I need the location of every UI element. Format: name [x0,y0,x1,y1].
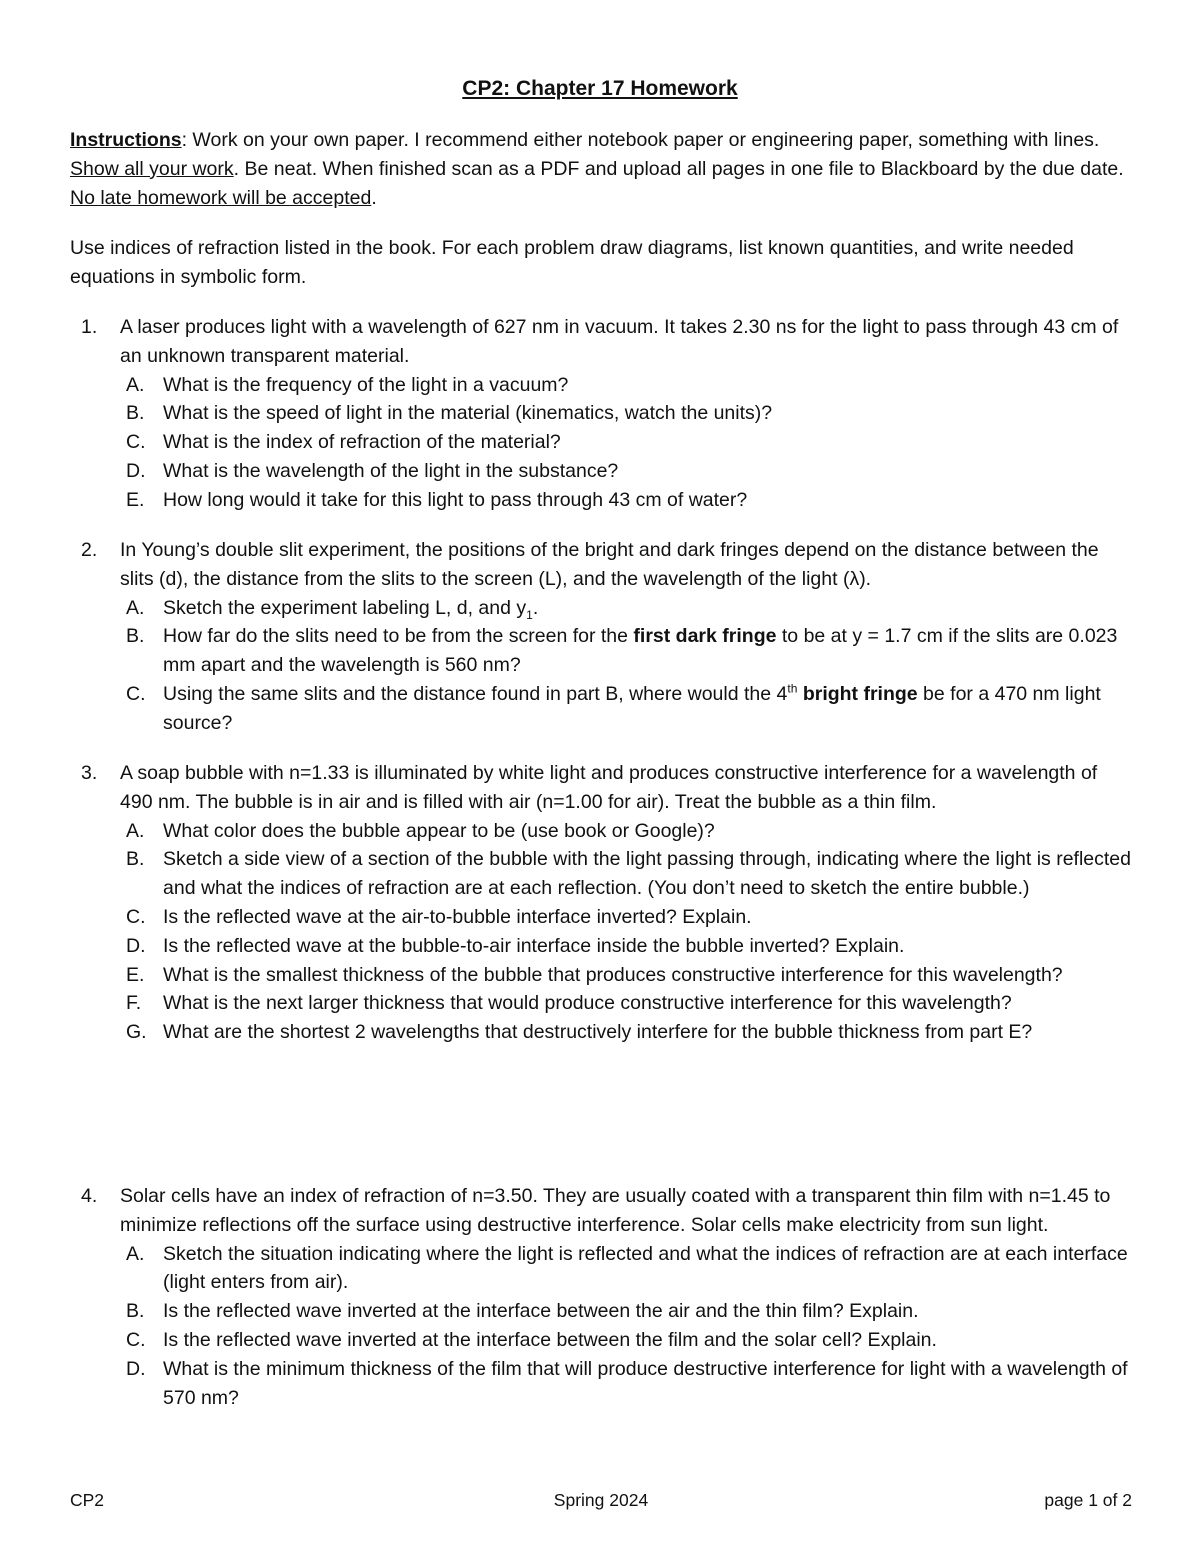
footer-page-number: page 1 of 2 [1044,1490,1132,1510]
question-part [70,961,1135,990]
question-part [70,1240,1135,1298]
question-part [70,371,1135,400]
question-number: 1. [81,316,98,338]
question-text: A laser produces light with a wavelength of 627 nm in vacuum. It takes 2.30 ns for the light to pass through 43 cm of an unknown transparent material. [120,316,1119,367]
question-part [70,1355,1135,1413]
instructions-text-1: Work on your own paper. I recommend either notebook paper or engineering paper, something with lines. [187,129,1100,151]
part-letter: C. [126,431,146,454]
part-letter: B. [126,1300,145,1323]
part-letter: B. [126,625,145,648]
question-text: In Young’s double slit experiment, the positions of the bright and dark fringes depend on the distance between the slits (d), the distance from the slits to the screen (L), and the wavelength of the light (λ). [120,539,1099,590]
question-part [70,680,1135,738]
question-2 [70,536,1135,738]
part-text: Using the same slits and the distance found in part B, where would the 4 [163,682,788,705]
subscript: 1 [526,607,533,622]
question-4 [70,1182,1135,1412]
part-letter: C. [126,682,146,705]
part-text: Is the reflected wave inverted at the interface between the film and the solar cell? Explain. [163,1328,937,1351]
question-number: 2. [81,539,98,561]
question-part [70,989,1135,1018]
part-letter: A. [126,1242,145,1265]
question-part [70,817,1135,846]
part-text: What is the minimum thickness of the film that will produce destructive interference for light with a wavelength of 570 nm? [163,1357,1128,1409]
bold-term: bright fringe [802,682,918,705]
part-letter: A. [126,819,145,842]
part-text: Sketch the situation indicating where the light is reflected and what the indices of refraction are at each interface (light enters from air). [163,1242,1128,1294]
part-letter: D. [126,1357,146,1380]
instructions-text-3: . [371,186,377,209]
part-letter: D. [126,934,146,957]
question-part [70,457,1135,486]
footer-course: CP2 [70,1490,105,1510]
part-letter: C. [126,905,146,928]
part-letter: E. [126,488,145,511]
part-text: What is the frequency of the light in a vacuum? [163,373,569,396]
question-part [70,845,1135,903]
part-text: Sketch the experiment labeling L, d, and y [163,596,527,619]
part-text: Is the reflected wave inverted at the interface between the air and the thin film? Explain. [163,1300,919,1323]
part-text: What are the shortest 2 wavelengths that destructively interfere for the bubble thickness from part E? [163,1021,1033,1044]
page-footer [70,1486,1132,1516]
part-letter: F. [126,992,142,1015]
part-letter: B. [126,402,145,425]
question-number: 3. [81,762,98,784]
part-text-end: be for a 470 nm light source? [163,682,1101,734]
part-letter: A. [126,596,145,619]
question-part [70,1326,1135,1355]
question-text: A soap bubble with n=1.33 is illuminated by white light and produces constructive interference for a wavelength of 490 nm. The bubble is in air and is filled with air (n=1.00 for air). Treat the bubble as a thin film. [120,762,1098,813]
question-text: Solar cells have an index of refraction of n=3.50. They are usually coated with a transparent thin film with n=1.45 to minimize reflections off the surface using destructive interference. Solar cells make electricity from sun light. [120,1185,1111,1236]
question-part [70,486,1135,515]
instructions-label: Instructions [70,129,182,151]
question-3 [70,759,1135,1047]
part-letter: C. [126,1328,146,1351]
question-part [70,1018,1135,1047]
question-part [70,399,1135,428]
part-letter: B. [126,848,145,871]
part-text: How long would it take for this light to pass through 43 cm of water? [163,488,748,511]
part-text: Sketch a side view of a section of the bubble with the light passing through, indicating where the light is reflected and what the indices of refraction are at each reflection. (You don’t need to sketch the entire bubble.) [163,848,1131,900]
part-letter: D. [126,459,146,482]
instructions-text-2: . Be neat. When finished scan as a PDF and upload all pages in one file to Blackboard by the due date. [233,157,1124,180]
question-part [70,428,1135,457]
bold-term: first dark fringe [633,625,777,648]
instructions-paragraph [70,126,1135,212]
part-text-end: to be at y = 1.7 cm if the slits are 0.023 mm apart and the wavelength is 560 nm? [163,625,1118,677]
question-part [70,932,1135,961]
part-text: What is the index of refraction of the material? [163,431,561,454]
part-text: What is the next larger thickness that would produce constructive interference for this wavelength? [163,992,1012,1015]
general-directions: Use indices of refraction listed in the book. For each problem draw diagrams, list known quantities, and write needed equations in symbolic form. [70,237,1074,288]
part-text: What is the speed of light in the material (kinematics, watch the units)? [163,402,773,425]
part-text: What color does the bubble appear to be (use book or Google)? [163,819,715,842]
part-text: Is the reflected wave at the bubble-to-air interface inside the bubble inverted? Explain. [163,934,905,957]
footer-term: Spring 2024 [553,1490,649,1510]
question-part [70,903,1135,932]
part-letter: A. [126,373,145,396]
question-1 [70,313,1135,515]
late-policy-emphasis: No late homework will be accepted [70,186,372,209]
part-text: Is the reflected wave at the air-to-bubble interface inverted? Explain. [163,905,752,928]
question-number: 4. [81,1185,98,1207]
question-part [70,622,1135,680]
part-text: What is the wavelength of the light in the substance? [163,459,619,482]
part-text: What is the smallest thickness of the bubble that produces constructive interference for this wavelength? [163,963,1063,986]
question-part [70,1297,1135,1326]
page-title: CP2: Chapter 17 Homework [462,77,738,100]
instructions-colon: : [181,129,188,151]
part-text: How far do the slits need to be from the screen for the [163,625,634,648]
show-work-emphasis: Show all your work [70,157,234,180]
part-text-end: . [532,596,539,619]
question-part [70,594,1135,623]
superscript: th [787,681,798,696]
part-letter: E. [126,963,145,986]
part-letter: G. [126,1021,147,1044]
